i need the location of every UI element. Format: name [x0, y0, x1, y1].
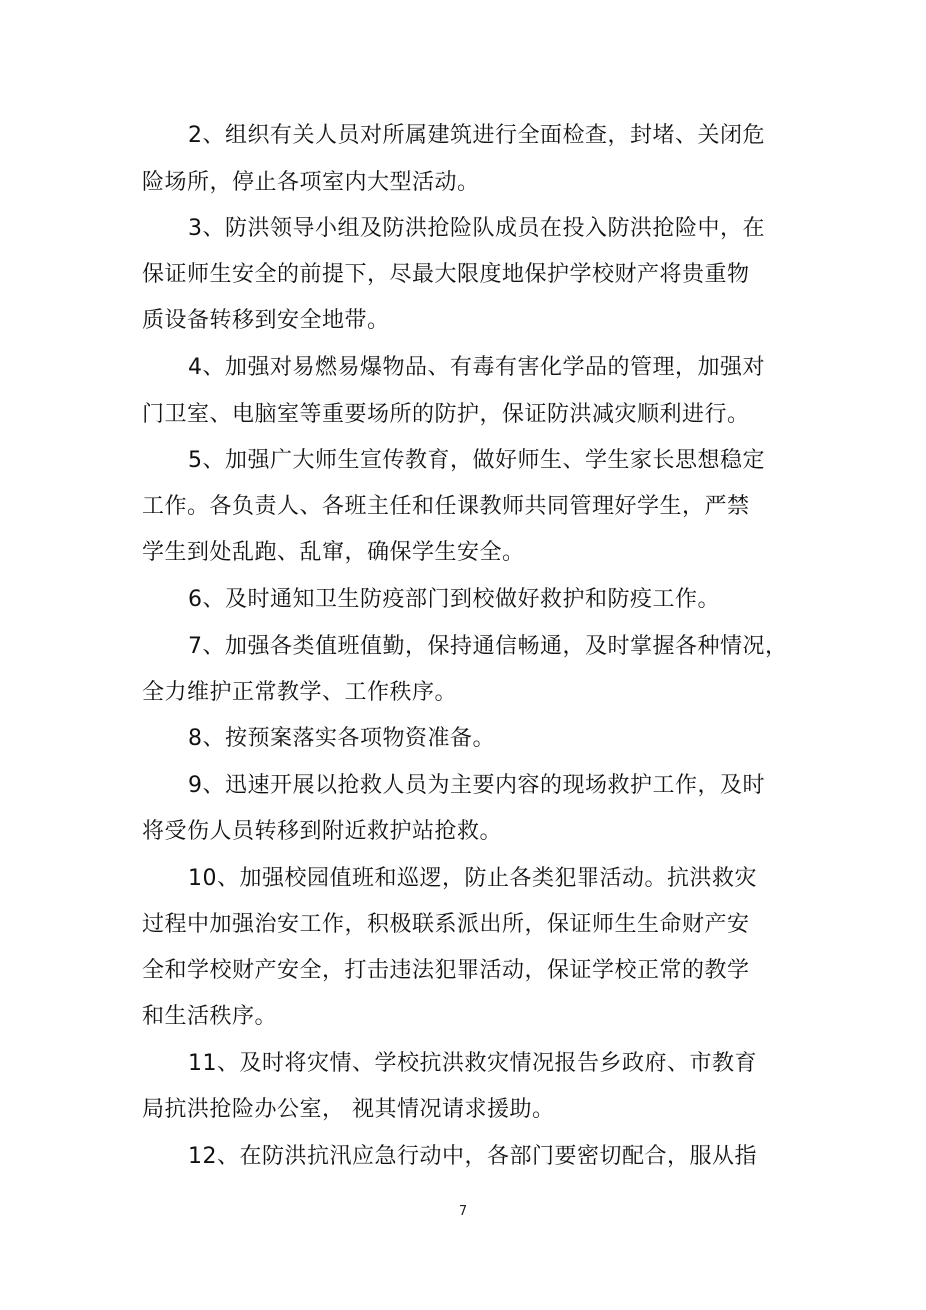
paragraph-9-line-2: 将受伤人员转移到附近救护站抢救。 — [142, 819, 503, 844]
paragraph-2-line-1: 2、组织有关人员对所属建筑进行全面检查，封堵、关闭危 — [188, 123, 765, 148]
paragraph-3-line-3: 质设备转移到安全地带。 — [142, 308, 390, 333]
paragraph-5-line-2: 工作。各负责人、各班主任和任课教师共同管理好学生，严禁 — [142, 494, 750, 519]
paragraph-5-line-3: 学生到处乱跑、乱窜，确保学生安全。 — [142, 540, 525, 565]
paragraph-5-line-1: 5、加强广大师生宣传教育，做好师生、学生家长思想稳定 — [188, 448, 765, 473]
paragraph-11-line-1: 11、及时将灾情、学校抗洪救灾情况报告乡政府、市教育 — [188, 1051, 757, 1076]
paragraph-10-line-3: 全和学校财产安全，打击违法犯罪活动，保证学校正常的教学 — [142, 958, 750, 983]
paragraph-8-line-1: 8、按预案落实各项物资准备。 — [188, 726, 495, 751]
paragraph-10-line-2: 过程中加强治安工作，积极联系派出所，保证师生生命财产安 — [142, 912, 750, 937]
paragraph-2-line-2: 险场所，停止各项室内大型活动。 — [142, 170, 480, 195]
page-number: 7 — [458, 1204, 468, 1219]
paragraph-10-line-4: 和生活秩序。 — [142, 1004, 278, 1029]
paragraph-7-line-2: 全力维护正常教学、工作秩序。 — [142, 680, 458, 705]
paragraph-4-line-1: 4、加强对易燃易爆物品、有毒有害化学品的管理，加强对 — [188, 355, 765, 380]
paragraph-10-line-1: 10、加强校园值班和巡逻，防止各类犯罪活动。抗洪救灾 — [188, 866, 757, 891]
paragraph-3-line-2: 保证师生安全的前提下，尽最大限度地保护学校财产将贵重物 — [142, 262, 750, 287]
paragraph-4-line-2: 门卫室、电脑室等重要场所的防护，保证防洪减灾顺利进行。 — [142, 402, 750, 427]
paragraph-12-line-1: 12、在防洪抗汛应急行动中，各部门要密切配合，服从指 — [188, 1144, 757, 1169]
paragraph-11-line-2: 局抗洪抢险办公室， 视其情况请求援助。 — [142, 1097, 555, 1122]
paragraph-3-line-1: 3、防洪领导小组及防洪抢险队成员在投入防洪抢险中，在 — [188, 216, 765, 241]
paragraph-7-line-1: 7、加强各类值班值勤，保持通信畅通，及时掌握各种情况， — [188, 634, 788, 659]
paragraph-6-line-1: 6、及时通知卫生防疫部门到校做好救护和防疫工作。 — [188, 587, 720, 612]
paragraph-9-line-1: 9、迅速开展以抢救人员为主要内容的现场救护工作，及时 — [188, 773, 765, 798]
